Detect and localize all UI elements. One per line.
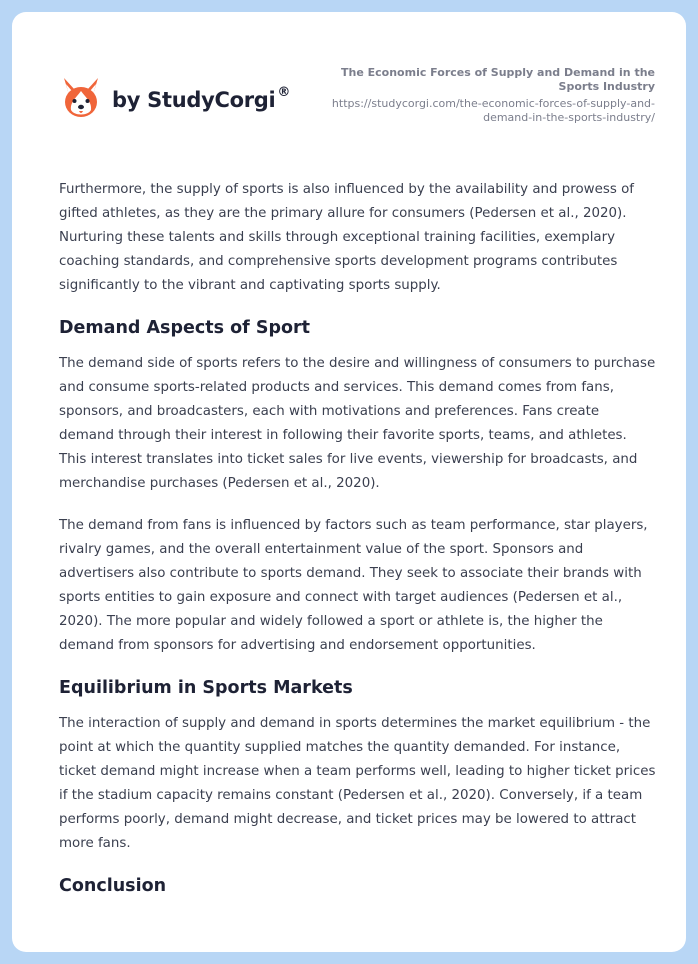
brand-name xyxy=(112,85,291,112)
heading-demand-aspects: Demand Aspects of Sport xyxy=(59,318,310,338)
paragraph-supply-athletes: Furthermore, the supply of sports is also influenced by the availability and prowess of gifted athletes, as they are the primary allure for consumers (Pedersen et al., 2020). Nurturing these talents and skills through exceptional training facilities, exemplary coaching standards, and comprehensive sports development programs contributes significantly to the vibrant and captivating sports supply. xyxy=(59,182,634,293)
trademark-symbol: ® xyxy=(277,85,291,100)
document-url[interactable]: https://studycorgi.com/the-economic-forces-of-supply-and-demand-in-the-sports-industry/ xyxy=(331,97,655,124)
document-body xyxy=(59,178,657,910)
document-title: The Economic Forces of Supply and Demand in the Sports Industry xyxy=(341,66,655,93)
heading-equilibrium: Equilibrium in Sports Markets xyxy=(59,678,353,698)
document-info xyxy=(305,66,655,125)
brand-text: by StudyCorgi xyxy=(112,88,276,112)
studycorgi-logo[interactable] xyxy=(61,76,290,120)
paragraph-fan-demand: The demand from fans is influenced by factors such as team performance, star players, rivalry games, and the overall entertainment value of the sport. Sponsors and advertisers also contribute to sports demand. They seek to associate their brands with sports entities to gain exposure and connect with target audiences (Pedersen et al., 2020). The more popular and widely followed a sport or athlete is, the higher the demand from sponsors for advertising and endorsement opportunities. xyxy=(59,518,648,653)
paragraph-demand-side: The demand side of sports refers to the desire and willingness of consumers to purchase and consume sports-related products and services. This demand comes from fans, sponsors, and broadcasters, each with motivations and preferences. Fans create demand through their interest in following their favorite sports, teams, and athletes. This interest translates into ticket sales for live events, viewership for broadcasts, and merchandise purchases (Pedersen et al., 2020). xyxy=(59,356,656,491)
corgi-icon xyxy=(61,76,101,120)
document-page xyxy=(12,12,686,952)
paragraph-equilibrium: The interaction of supply and demand in sports determines the market equilibrium - the point at which the quantity supplied matches the quantity demanded. For instance, ticket demand might increase when a team performs well, leading to higher ticket prices if the stadium capacity remains constant (Pedersen et al., 2020). Conversely, if a team performs poorly, demand might decrease, and ticket prices may be lowered to attract more fans. xyxy=(59,716,656,851)
heading-conclusion: Conclusion xyxy=(59,876,167,896)
